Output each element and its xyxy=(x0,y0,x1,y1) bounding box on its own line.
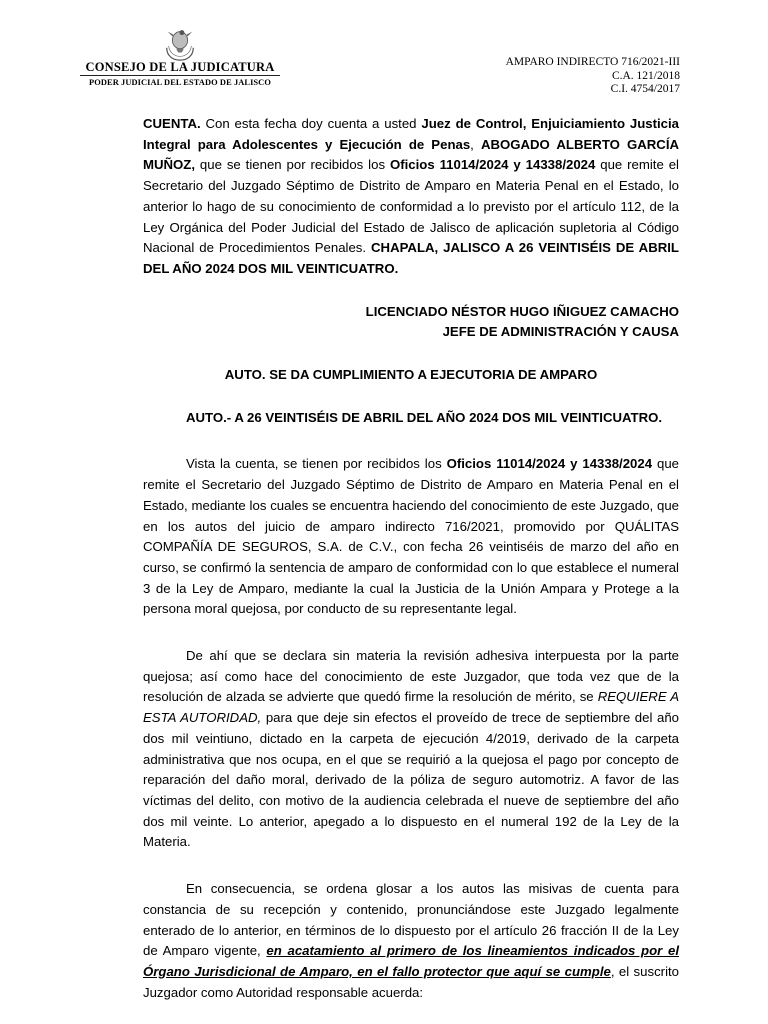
signatory-position: JEFE DE ADMINISTRACIÓN Y CAUSA xyxy=(442,324,679,340)
oficios-ref: Oficios 11014/2024 y 14338/2024 xyxy=(446,456,653,472)
institution-name: CONSEJO DE LA JUDICATURA xyxy=(85,60,275,74)
cuenta-paragraph: CUENTA. Con esta fecha doy cuenta a usted Juez de Control, Enjuiciamiento Justicia Integral para Adolescentes y Ejecución de Penas, ABOGADO ALBERTO GARCÍA MUÑOZ, que se tienen por recibidos los Oficios 11014/2024 y 14338/2024 que remite el Secretario del Juzgado Séptimo de Distrito de Amparo en Materia Penal en el Estado, lo anterior lo hago de su conocimiento de conformidad a lo previsto por el artículo 112, de la Ley Orgánica del Poder Judicial del Estado de Jalisco de aplicación supletoria al Código Nacional de Procedimientos Penales. CHAPALA, JALISCO A 26 VEINTISÉIS DE ABRIL DEL AÑO 2024 DOS MIL VEINTICUATRO. xyxy=(143,116,680,276)
paragraph-consecuencia: En consecuencia, se ordena glosar a los autos las misivas de cuenta para constancia de su recepción y contenido, pronunciándose este Juzgado legalmente enterado de lo anterior, en términos de lo dispuesto por el artículo 26 fracción II de la Ley de Amparo vigente, en acatamiento al primero de los lineamientos indicados por el Órgano Jurisdicional de Amparo, en el fallo protector que aquí se cumple, el suscrito Juzgador como Autoridad responsable acuerda: xyxy=(143,881,679,1000)
judge-name: ABOGADO ALBERTO GARCÍA MUÑOZ, xyxy=(143,136,680,173)
letterhead-divider xyxy=(80,75,280,76)
amparo-number: AMPARO INDIRECTO 716/2021-III xyxy=(505,56,680,68)
case-reference xyxy=(506,56,680,97)
oficios-ref: Oficios 11014/2024 y 14338/2024 xyxy=(389,157,596,173)
document-body xyxy=(143,114,679,1003)
mexican-coat-of-arms-icon xyxy=(161,26,199,62)
underlined-emphasis: en acatamiento al primero de los lineamientos indicados por el Órgano Jurisdicional de Amparo, en el fallo protector que aquí se cumple xyxy=(143,943,679,979)
ci-number: C.I. 4754/2017 xyxy=(610,83,680,95)
judge-title: Juez de Control, Enjuiciamiento Justicia Integral para Adolescentes y Ejecución de Penas xyxy=(143,116,679,152)
paragraph-vista: Vista la cuenta, se tienen por recibidos los Oficios 11014/2024 y 14338/2024 que remite el Secretario del Juzgado Séptimo de Distrito de Amparo en Materia Penal en el Estado, mediante los cuales se encuentra haciendo del conocimiento de este Juzgado, que en los autos del juicio de amparo indirecto 716/2021, promovido por QUÁLITAS COMPAÑÍA DE SEGUROS, S.A. de C.V., con fecha 26 veintiséis de marzo del año en curso, se confirmó la sentencia de amparo de conformidad con lo que establece el numeral 3 de la Ley de Amparo, mediante la cual la Justicia de la Unión Ampara y Protege a la persona moral quejosa, por conducto de su representante legal. xyxy=(143,456,679,617)
institution-subtitle: PODER JUDICIAL DEL ESTADO DE JALISCO xyxy=(89,78,271,87)
ca-number: C.A. 121/2018 xyxy=(611,69,680,82)
place-date: CHAPALA, JALISCO A 26 VEINTISÉIS DE ABRIL DEL AÑO 2024 DOS MIL VEINTICUATRO. xyxy=(143,240,679,276)
signatory-name: LICENCIADO NÉSTOR HUGO IÑIGUEZ CAMACHO xyxy=(365,303,679,319)
requiere-emphasis: REQUIERE A ESTA AUTORIDAD, xyxy=(143,689,679,726)
paragraph-requerimiento: De ahí que se declara sin materia la revisión adhesiva interpuesta por la parte quejosa; así como hace del conocimiento de este Juzgador, que toda vez que de la resolución de alzada se advierte que quedó firme la resolución de mérito, se REQUIERE A ESTA AUTORIDAD, para que deje sin efectos el proveído de trece de septiembre del año dos mil veintiuno, dictado en la carpeta de ejecución 4/2019, derivado de la carpeta administrativa que nos ocupa, en el que se requirió a la quejosa el pago por concepto de reparación del daño moral, derivado de la póliza de seguro automotriz. A favor de las víctimas del delito, con motivo de la audiencia celebrada el nueve de septiembre del año dos mil veinte. Lo anterior, apegado a lo dispuesto en el numeral 192 de la Ley de la Materia. xyxy=(143,648,679,850)
auto-title: AUTO. SE DA CUMPLIMIENTO A EJECUTORIA DE AMPARO xyxy=(224,367,598,383)
auto-date: AUTO.- A 26 VEINTISÉIS DE ABRIL DEL AÑO 2024 DOS MIL VEINTICUATRO. xyxy=(186,409,663,425)
cuenta-label: CUENTA. xyxy=(143,116,201,131)
